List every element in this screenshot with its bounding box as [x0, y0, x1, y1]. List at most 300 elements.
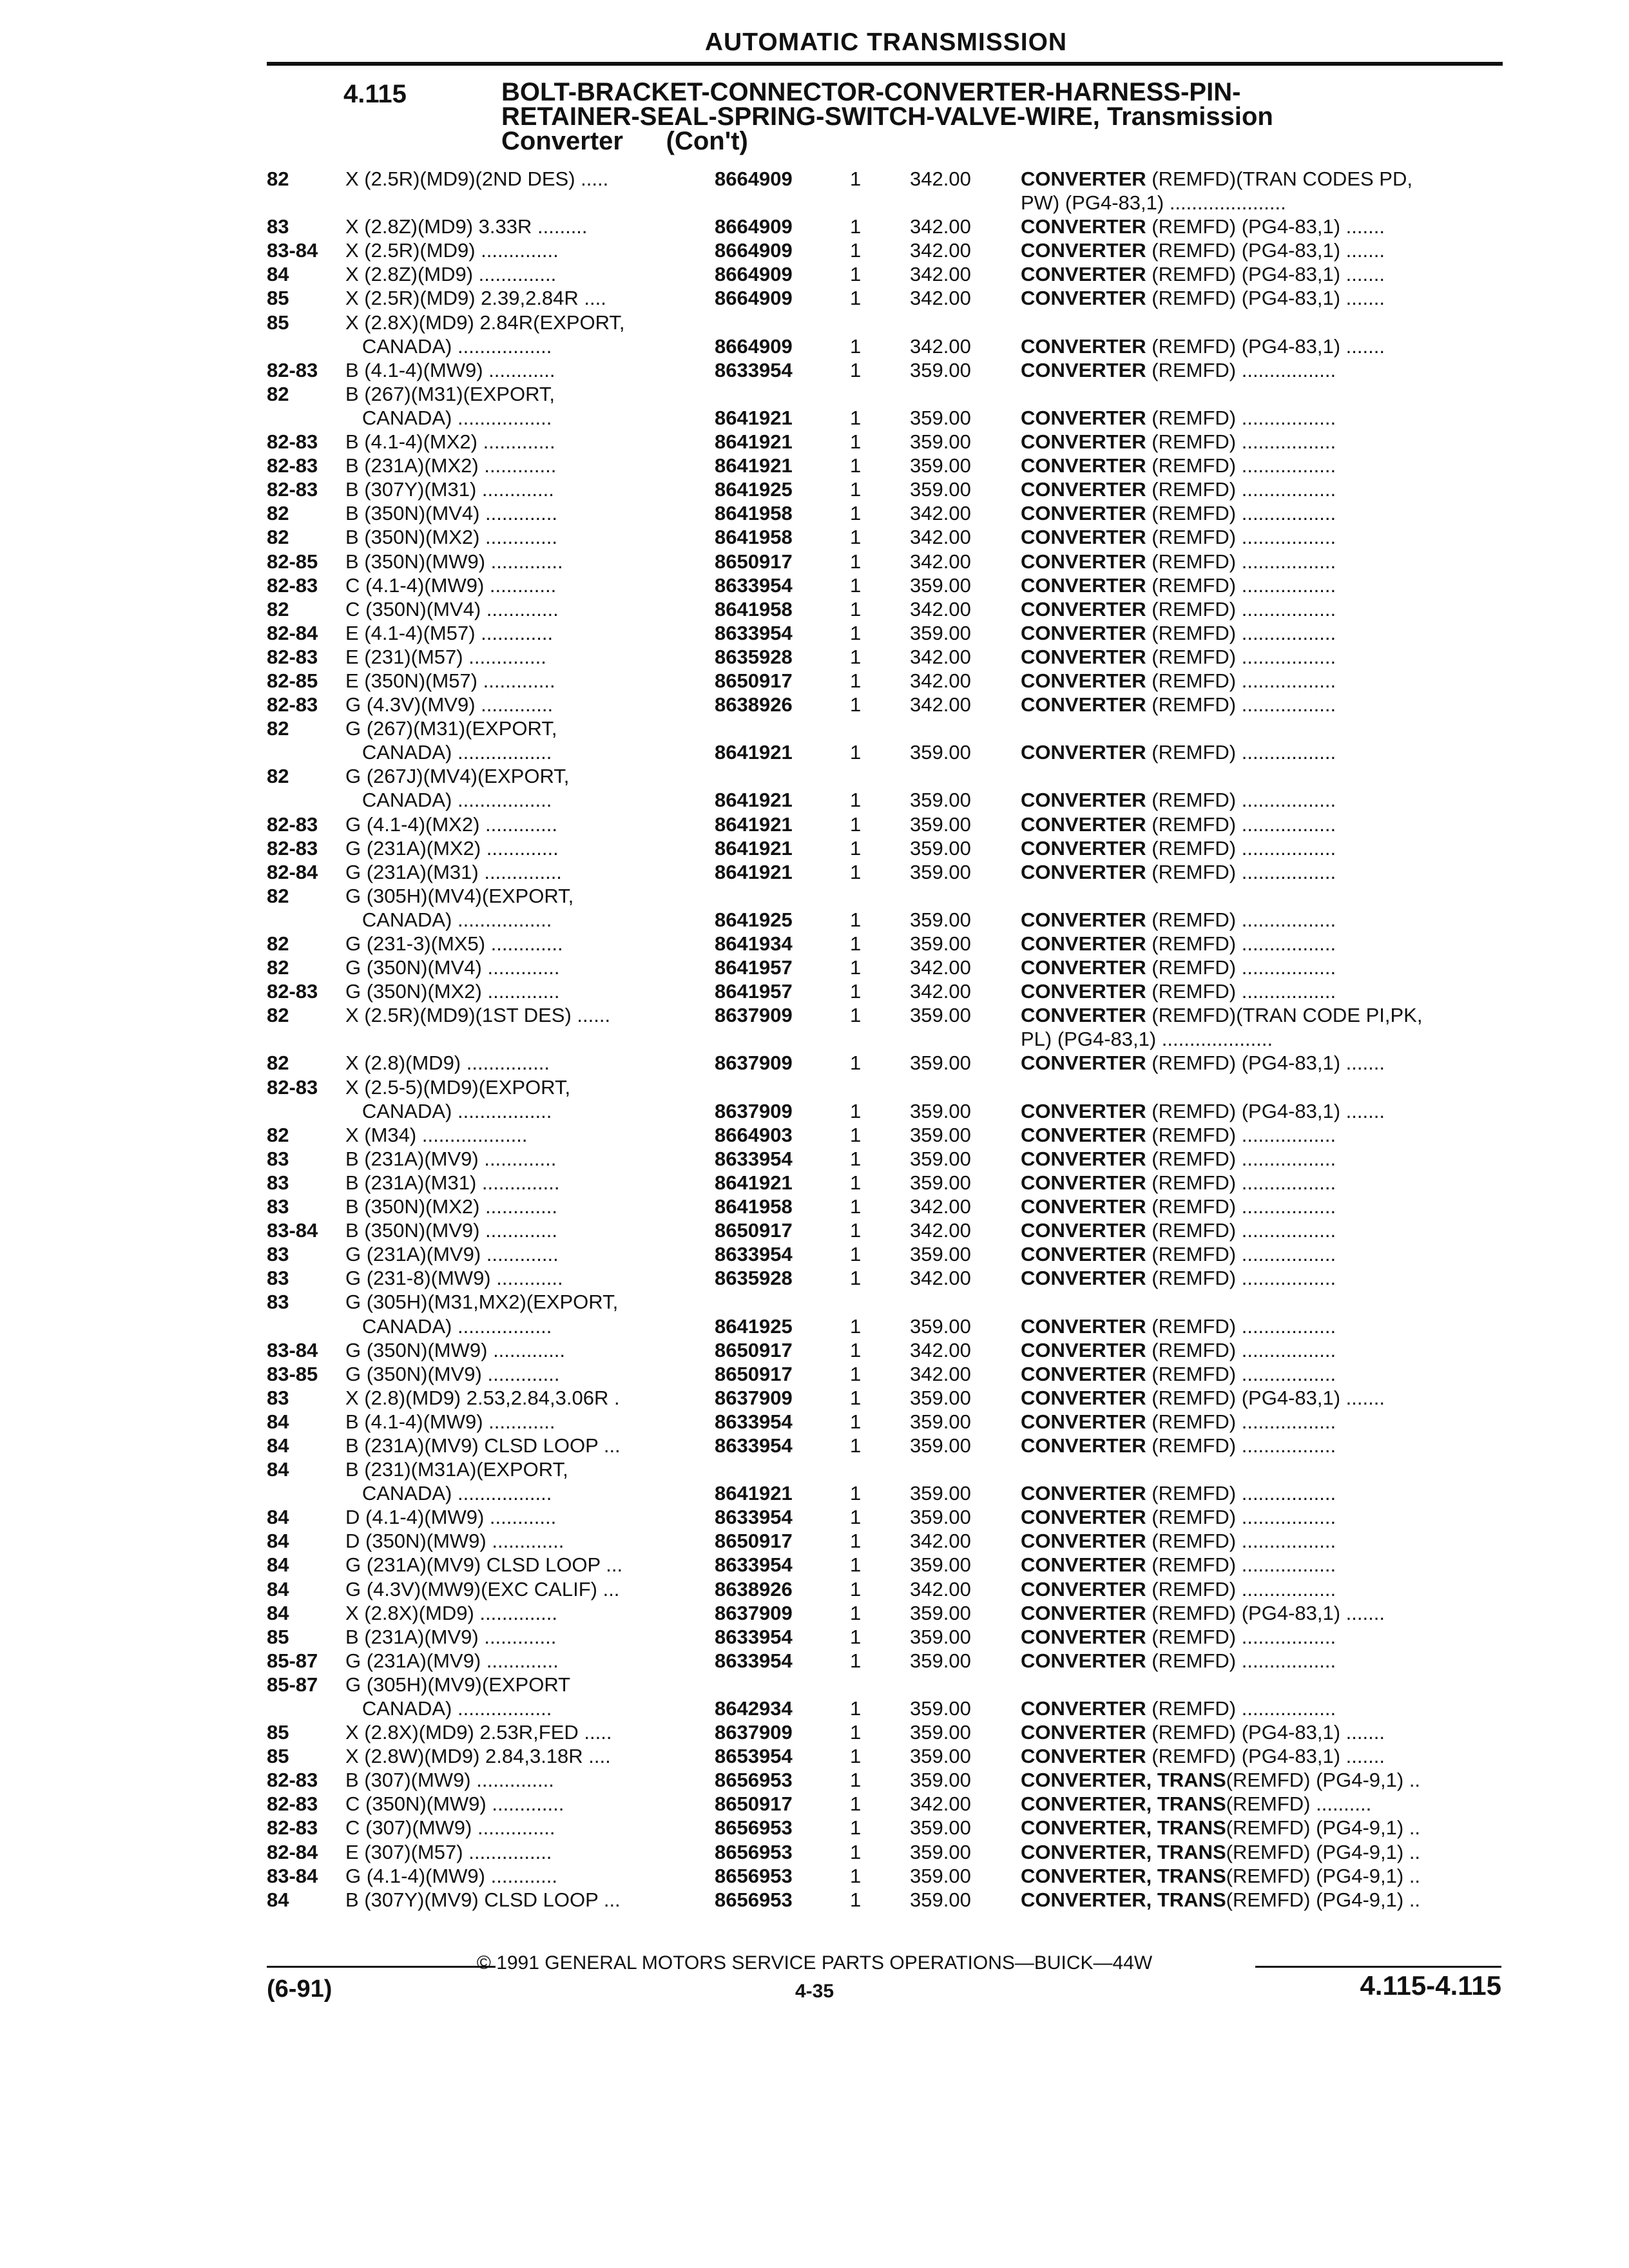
part-name-cell: CONVERTER (REMFD) .................: [1021, 956, 1336, 979]
year-cell: 84: [267, 1601, 289, 1624]
quantity-cell: 1: [850, 550, 862, 573]
description-cell: B (4.1-4)(MX2) .............: [345, 430, 555, 454]
part-name-cell: CONVERTER (REMFD) .................: [1021, 669, 1336, 692]
price-cell: 342.00: [910, 287, 971, 310]
year-cell: 84: [267, 1888, 289, 1911]
price-cell: 359.00: [910, 1769, 971, 1792]
part-number-cell: 8656953: [715, 1864, 793, 1887]
part-name-cell: CONVERTER (REMFD)(TRAN CODES PD,: [1021, 168, 1412, 190]
quantity-cell: 1: [850, 1769, 862, 1792]
part-number-cell: 8633954: [715, 1147, 793, 1170]
description-cell: B (231A)(MV9) .............: [345, 1625, 557, 1648]
year-cell: 82-83: [267, 1075, 318, 1099]
description-cell: CANADA) .................: [345, 1482, 552, 1505]
price-cell: 359.00: [910, 1553, 971, 1577]
part-name-cell: CONVERTER, TRANS(REMFD) (PG4-9,1) ..: [1021, 1769, 1421, 1792]
year-cell: 84: [267, 1458, 289, 1481]
table-row: [0, 956, 1629, 979]
description-cell: X (2.8X)(MD9) 2.53R,FED .....: [345, 1721, 612, 1744]
price-cell: 342.00: [910, 645, 971, 668]
table-row: [0, 1027, 1629, 1051]
description-cell: G (350N)(MV4) .............: [345, 956, 560, 979]
description-cell: G (231A)(MX2) .............: [345, 836, 559, 860]
part-name-cell: CONVERTER (REMFD) .................: [1021, 478, 1336, 501]
table-row: [0, 1075, 1629, 1099]
price-cell: 342.00: [910, 1338, 971, 1361]
price-cell: 342.00: [910, 526, 971, 549]
part-number-cell: 8650917: [715, 1792, 793, 1816]
price-cell: 342.00: [910, 263, 971, 286]
part-name-cell: CONVERTER (REMFD) .................: [1021, 1123, 1336, 1146]
table-row: [0, 1003, 1629, 1027]
part-name-cell: CONVERTER, TRANS(REMFD) (PG4-9,1) ..: [1021, 1864, 1421, 1887]
part-number-cell: 8633954: [715, 621, 793, 644]
quantity-cell: 1: [850, 263, 862, 286]
price-cell: 342.00: [910, 215, 971, 238]
section-title-line1: BOLT-BRACKET-CONNECTOR-CONVERTER-HARNESS-PIN-: [501, 78, 1241, 106]
year-cell: 85: [267, 1721, 289, 1744]
part-number-cell: 8642934: [715, 1697, 793, 1720]
part-number-cell: 8633954: [715, 1506, 793, 1529]
description-cell: G (305H)(M31,MX2)(EXPORT,: [345, 1291, 619, 1314]
year-cell: 83: [267, 215, 289, 238]
part-number-cell: 8641934: [715, 932, 793, 955]
page-header-title: AUTOMATIC TRANSMISSION: [704, 28, 1068, 56]
quantity-cell: 1: [850, 1601, 862, 1624]
part-name-cell: CONVERTER (REMFD) .................: [1021, 1482, 1336, 1505]
description-cell: G (231A)(MV9) .............: [345, 1649, 559, 1672]
part-number-cell: 8637909: [715, 1004, 793, 1027]
part-name-cell: CONVERTER (REMFD) .................: [1021, 1147, 1336, 1170]
quantity-cell: 1: [850, 645, 862, 668]
description-cell: CANADA) .................: [345, 908, 552, 931]
table-row: [0, 477, 1629, 501]
quantity-cell: 1: [850, 1219, 862, 1242]
price-cell: 359.00: [910, 1745, 971, 1768]
footer-section-range: 4.115-4.115: [1360, 1970, 1501, 2001]
part-name-cell: CONVERTER (REMFD) .................: [1021, 1649, 1336, 1672]
part-number-cell: 8650917: [715, 1219, 793, 1242]
description-cell: B (307Y)(M31) .............: [345, 478, 554, 501]
part-name-cell: PW) (PG4-83,1) .....................: [1021, 191, 1286, 215]
part-name-cell: CONVERTER (REMFD) .................: [1021, 1267, 1336, 1290]
description-cell: G (4.1-4)(MX2) .............: [345, 812, 557, 836]
part-number-cell: 8641925: [715, 1314, 793, 1338]
table-row: [0, 1457, 1629, 1481]
description-cell: X (2.8Z)(MD9) ..............: [345, 263, 557, 286]
quantity-cell: 1: [850, 1816, 862, 1840]
part-name-cell: CONVERTER (REMFD)(TRAN CODE PI,PK,: [1021, 1004, 1423, 1027]
price-cell: 359.00: [910, 1004, 971, 1027]
part-number-cell: 8664903: [715, 1123, 793, 1146]
part-number-cell: 8637909: [715, 1052, 793, 1075]
quantity-cell: 1: [850, 1434, 862, 1457]
year-cell: 82-83: [267, 478, 318, 501]
part-name-cell: CONVERTER (REMFD) .................: [1021, 693, 1336, 716]
quantity-cell: 1: [850, 287, 862, 310]
part-name-cell: CONVERTER (REMFD) .................: [1021, 860, 1336, 883]
table-row: [0, 525, 1629, 549]
part-name-cell: CONVERTER (REMFD) (PG4-83,1) .......: [1021, 239, 1385, 262]
quantity-cell: 1: [850, 980, 862, 1003]
quantity-cell: 1: [850, 1362, 862, 1385]
price-cell: 359.00: [910, 1171, 971, 1194]
price-cell: 359.00: [910, 1601, 971, 1624]
quantity-cell: 1: [850, 932, 862, 955]
table-row: [0, 764, 1629, 788]
year-cell: 85-87: [267, 1673, 318, 1696]
quantity-cell: 1: [850, 1482, 862, 1505]
table-row: [0, 1864, 1629, 1888]
part-number-cell: 8641958: [715, 597, 793, 620]
year-cell: 83: [267, 1291, 289, 1314]
table-row: [0, 597, 1629, 621]
description-cell: G (231-8)(MW9) ............: [345, 1267, 563, 1290]
part-number-cell: 8656953: [715, 1840, 793, 1863]
part-name-cell: CONVERTER (REMFD) .................: [1021, 1410, 1336, 1433]
description-cell: B (4.1-4)(MW9) ............: [345, 358, 555, 381]
year-cell: 82: [267, 502, 289, 525]
year-cell: 82: [267, 932, 289, 955]
price-cell: 342.00: [910, 980, 971, 1003]
quantity-cell: 1: [850, 1625, 862, 1648]
year-cell: 83-84: [267, 1219, 318, 1242]
quantity-cell: 1: [850, 1004, 862, 1027]
price-cell: 359.00: [910, 789, 971, 812]
description-cell: E (4.1-4)(M57) .............: [345, 621, 554, 644]
part-name-cell: CONVERTER (REMFD) .................: [1021, 526, 1336, 549]
part-number-cell: 8637909: [715, 1601, 793, 1624]
price-cell: 359.00: [910, 1410, 971, 1433]
part-number-cell: 8641921: [715, 406, 793, 429]
table-row: [0, 382, 1629, 406]
part-number-cell: 8633954: [715, 1649, 793, 1672]
part-name-cell: CONVERTER (REMFD) .................: [1021, 1697, 1336, 1720]
year-cell: 82-83: [267, 430, 318, 454]
year-cell: 82-84: [267, 1840, 318, 1863]
table-row: [0, 1362, 1629, 1386]
description-cell: C (307)(MW9) ..............: [345, 1816, 555, 1840]
year-cell: 82: [267, 884, 289, 907]
part-name-cell: CONVERTER (REMFD) (PG4-83,1) .......: [1021, 334, 1385, 358]
price-cell: 342.00: [910, 1530, 971, 1553]
header-rule: [267, 62, 1503, 66]
part-name-cell: CONVERTER (REMFD) .................: [1021, 406, 1336, 429]
part-name-cell: CONVERTER (REMFD) .................: [1021, 1338, 1336, 1361]
description-cell: G (231A)(MV9) CLSD LOOP ...: [345, 1553, 623, 1577]
part-number-cell: 8633954: [715, 573, 793, 597]
table-row: [0, 669, 1629, 693]
table-row: [0, 979, 1629, 1003]
year-cell: 84: [267, 1506, 289, 1529]
table-row: [0, 430, 1629, 454]
part-number-cell: 8650917: [715, 1362, 793, 1385]
part-number-cell: 8641957: [715, 956, 793, 979]
part-number-cell: 8664909: [715, 287, 793, 310]
description-cell: CANADA) .................: [345, 406, 552, 429]
part-name-cell: CONVERTER (REMFD) .................: [1021, 550, 1336, 573]
year-cell: 82-85: [267, 550, 318, 573]
quantity-cell: 1: [850, 1721, 862, 1744]
description-cell: G (267J)(MV4)(EXPORT,: [345, 765, 570, 788]
price-cell: 359.00: [910, 741, 971, 764]
quantity-cell: 1: [850, 1649, 862, 1672]
description-cell: X (M34) ...................: [345, 1123, 528, 1146]
price-cell: 342.00: [910, 168, 971, 190]
part-name-cell: CONVERTER (REMFD) (PG4-83,1) .......: [1021, 215, 1385, 238]
part-name-cell: CONVERTER (REMFD) .................: [1021, 1506, 1336, 1529]
description-cell: B (231)(M31A)(EXPORT,: [345, 1458, 568, 1481]
description-cell: G (4.3V)(MW9)(EXC CALIF) ...: [345, 1577, 620, 1600]
table-row: [0, 1840, 1629, 1864]
quantity-cell: 1: [850, 789, 862, 812]
part-number-cell: 8650917: [715, 1338, 793, 1361]
part-name-cell: CONVERTER (REMFD) .................: [1021, 1434, 1336, 1457]
part-name-cell: CONVERTER (REMFD) .................: [1021, 1219, 1336, 1242]
quantity-cell: 1: [850, 860, 862, 883]
part-number-cell: 8656953: [715, 1769, 793, 1792]
table-row: [0, 1386, 1629, 1410]
table-row: [0, 334, 1629, 358]
part-name-cell: CONVERTER (REMFD) .................: [1021, 454, 1336, 477]
price-cell: 359.00: [910, 812, 971, 836]
quantity-cell: 1: [850, 597, 862, 620]
year-cell: 82: [267, 1004, 289, 1027]
part-number-cell: 8664909: [715, 239, 793, 262]
year-cell: 85: [267, 287, 289, 310]
table-row: [0, 1242, 1629, 1266]
part-number-cell: 8635928: [715, 645, 793, 668]
table-row: [0, 1744, 1629, 1768]
part-number-cell: 8641921: [715, 430, 793, 454]
description-cell: B (307Y)(MV9) CLSD LOOP ...: [345, 1888, 621, 1911]
quantity-cell: 1: [850, 1314, 862, 1338]
price-cell: 342.00: [910, 1792, 971, 1816]
table-row: [0, 1195, 1629, 1218]
description-cell: B (267)(M31)(EXPORT,: [345, 382, 555, 405]
part-name-cell: CONVERTER (REMFD) (PG4-83,1) .......: [1021, 287, 1385, 310]
table-row: [0, 693, 1629, 716]
price-cell: 359.00: [910, 1816, 971, 1840]
part-name-cell: CONVERTER (REMFD) .................: [1021, 932, 1336, 955]
description-cell: X (2.8Z)(MD9) 3.33R .........: [345, 215, 588, 238]
table-row: [0, 1816, 1629, 1840]
table-row: [0, 860, 1629, 884]
price-cell: 342.00: [910, 239, 971, 262]
part-name-cell: CONVERTER, TRANS(REMFD) ..........: [1021, 1792, 1372, 1816]
description-cell: X (2.5-5)(MD9)(EXPORT,: [345, 1075, 571, 1099]
table-row: [0, 1529, 1629, 1553]
part-number-cell: 8637909: [715, 1386, 793, 1409]
description-cell: B (350N)(MV4) .............: [345, 502, 558, 525]
part-number-cell: 8638926: [715, 693, 793, 716]
part-number-cell: 8641925: [715, 478, 793, 501]
part-number-cell: 8641921: [715, 860, 793, 883]
table-row: [0, 1673, 1629, 1696]
description-cell: C (4.1-4)(MW9) ............: [345, 573, 557, 597]
table-row: [0, 167, 1629, 191]
quantity-cell: 1: [850, 1099, 862, 1122]
description-cell: B (350N)(MX2) .............: [345, 1195, 558, 1218]
table-row: [0, 716, 1629, 740]
description-cell: G (231A)(MV9) .............: [345, 1243, 559, 1266]
part-number-cell: 8641921: [715, 741, 793, 764]
part-name-cell: CONVERTER (REMFD) .................: [1021, 621, 1336, 644]
year-cell: 82-84: [267, 621, 318, 644]
description-cell: B (231A)(MX2) .............: [345, 454, 557, 477]
quantity-cell: 1: [850, 573, 862, 597]
part-number-cell: 8637909: [715, 1099, 793, 1122]
description-cell: CANADA) .................: [345, 334, 552, 358]
table-row: [0, 1338, 1629, 1362]
description-cell: X (2.8X)(MD9) 2.84R(EXPORT,: [345, 311, 625, 334]
quantity-cell: 1: [850, 1243, 862, 1266]
quantity-cell: 1: [850, 1410, 862, 1433]
year-cell: 82: [267, 526, 289, 549]
description-cell: X (2.8W)(MD9) 2.84,3.18R ....: [345, 1745, 611, 1768]
table-row: [0, 1625, 1629, 1649]
part-number-cell: 8641921: [715, 454, 793, 477]
part-number-cell: 8664909: [715, 215, 793, 238]
table-row: [0, 1768, 1629, 1792]
part-number-cell: 8664909: [715, 168, 793, 190]
part-number-cell: 8633954: [715, 1243, 793, 1266]
part-name-cell: CONVERTER (REMFD) .................: [1021, 1171, 1336, 1194]
year-cell: 84: [267, 1434, 289, 1457]
year-cell: 83-84: [267, 1338, 318, 1361]
description-cell: G (267)(M31)(EXPORT,: [345, 717, 557, 740]
year-cell: 82-83: [267, 980, 318, 1003]
quantity-cell: 1: [850, 1888, 862, 1911]
table-row: [0, 1481, 1629, 1505]
part-name-cell: CONVERTER (REMFD) .................: [1021, 502, 1336, 525]
quantity-cell: 1: [850, 502, 862, 525]
table-row: [0, 1888, 1629, 1912]
description-cell: D (350N)(MW9) .............: [345, 1530, 564, 1553]
part-number-cell: 8641921: [715, 836, 793, 860]
price-cell: 359.00: [910, 1314, 971, 1338]
description-cell: G (350N)(MV9) .............: [345, 1362, 560, 1385]
year-cell: 83: [267, 1386, 289, 1409]
price-cell: 342.00: [910, 669, 971, 692]
table-row: [0, 238, 1629, 262]
quantity-cell: 1: [850, 430, 862, 454]
part-name-cell: CONVERTER (REMFD) .................: [1021, 741, 1336, 764]
section-title: [501, 80, 1507, 153]
price-cell: 359.00: [910, 621, 971, 644]
table-row: [0, 1099, 1629, 1123]
table-row: [0, 1218, 1629, 1242]
part-name-cell: CONVERTER (REMFD) .................: [1021, 1362, 1336, 1385]
part-name-cell: CONVERTER (REMFD) .................: [1021, 358, 1336, 381]
year-cell: 82-83: [267, 693, 318, 716]
quantity-cell: 1: [850, 334, 862, 358]
price-cell: 359.00: [910, 1840, 971, 1863]
price-cell: 359.00: [910, 1123, 971, 1146]
table-row: [0, 1696, 1629, 1720]
part-name-cell: CONVERTER (REMFD) .................: [1021, 430, 1336, 454]
quantity-cell: 1: [850, 239, 862, 262]
description-cell: CANADA) .................: [345, 741, 552, 764]
part-name-cell: CONVERTER (REMFD) .................: [1021, 1553, 1336, 1577]
footer-date-code: (6-91): [267, 1975, 333, 2003]
price-cell: 342.00: [910, 550, 971, 573]
year-cell: 83-84: [267, 1864, 318, 1887]
quantity-cell: 1: [850, 1267, 862, 1290]
quantity-cell: 1: [850, 836, 862, 860]
part-number-cell: 8641925: [715, 908, 793, 931]
year-cell: 82-83: [267, 1816, 318, 1840]
part-name-cell: CONVERTER (REMFD) (PG4-83,1) .......: [1021, 1052, 1385, 1075]
year-cell: 82-83: [267, 1792, 318, 1816]
quantity-cell: 1: [850, 1338, 862, 1361]
description-cell: B (350N)(MW9) .............: [345, 550, 563, 573]
description-cell: X (2.8)(MD9) ...............: [345, 1052, 550, 1075]
table-row: [0, 1434, 1629, 1457]
year-cell: 82-83: [267, 454, 318, 477]
table-row: [0, 1314, 1629, 1338]
year-cell: 82-83: [267, 1769, 318, 1792]
description-cell: G (4.3V)(MV9) .............: [345, 693, 554, 716]
table-row: [0, 1601, 1629, 1625]
description-cell: X (2.5R)(MD9)(2ND DES) .....: [345, 168, 609, 190]
year-cell: 85: [267, 311, 289, 334]
table-row: [0, 454, 1629, 477]
part-number-cell: 8653954: [715, 1745, 793, 1768]
quantity-cell: 1: [850, 956, 862, 979]
year-cell: 83-85: [267, 1362, 318, 1385]
description-cell: CANADA) .................: [345, 1314, 552, 1338]
quantity-cell: 1: [850, 1577, 862, 1600]
quantity-cell: 1: [850, 1840, 862, 1863]
price-cell: 342.00: [910, 693, 971, 716]
quantity-cell: 1: [850, 693, 862, 716]
price-cell: 342.00: [910, 597, 971, 620]
table-row: [0, 1051, 1629, 1075]
price-cell: 359.00: [910, 1052, 971, 1075]
description-cell: G (4.1-4)(MW9) ............: [345, 1864, 557, 1887]
year-cell: 82-84: [267, 860, 318, 883]
part-name-cell: CONVERTER, TRANS(REMFD) (PG4-9,1) ..: [1021, 1840, 1421, 1863]
part-number-cell: 8664909: [715, 334, 793, 358]
description-cell: C (350N)(MV4) .............: [345, 597, 559, 620]
description-cell: G (350N)(MW9) .............: [345, 1338, 566, 1361]
price-cell: 359.00: [910, 1147, 971, 1170]
quantity-cell: 1: [850, 526, 862, 549]
quantity-cell: 1: [850, 1123, 862, 1146]
part-name-cell: PL) (PG4-83,1) ....................: [1021, 1028, 1273, 1051]
section-title-line3: Converter (Con't): [501, 127, 748, 155]
table-row: [0, 1266, 1629, 1290]
year-cell: 82: [267, 597, 289, 620]
table-row: [0, 1410, 1629, 1434]
year-cell: 83: [267, 1267, 289, 1290]
price-cell: 359.00: [910, 836, 971, 860]
part-number-cell: 8633954: [715, 1410, 793, 1433]
part-name-cell: CONVERTER (REMFD) .................: [1021, 597, 1336, 620]
part-number-cell: 8656953: [715, 1816, 793, 1840]
year-cell: 84: [267, 1530, 289, 1553]
part-number-cell: 8650917: [715, 669, 793, 692]
part-name-cell: CONVERTER (REMFD) .................: [1021, 812, 1336, 836]
description-cell: B (4.1-4)(MW9) ............: [345, 1410, 555, 1433]
part-name-cell: CONVERTER (REMFD) (PG4-83,1) .......: [1021, 263, 1385, 286]
part-number-cell: 8635928: [715, 1267, 793, 1290]
price-cell: 342.00: [910, 1577, 971, 1600]
description-cell: D (4.1-4)(MW9) ............: [345, 1506, 557, 1529]
price-cell: 342.00: [910, 334, 971, 358]
quantity-cell: 1: [850, 454, 862, 477]
